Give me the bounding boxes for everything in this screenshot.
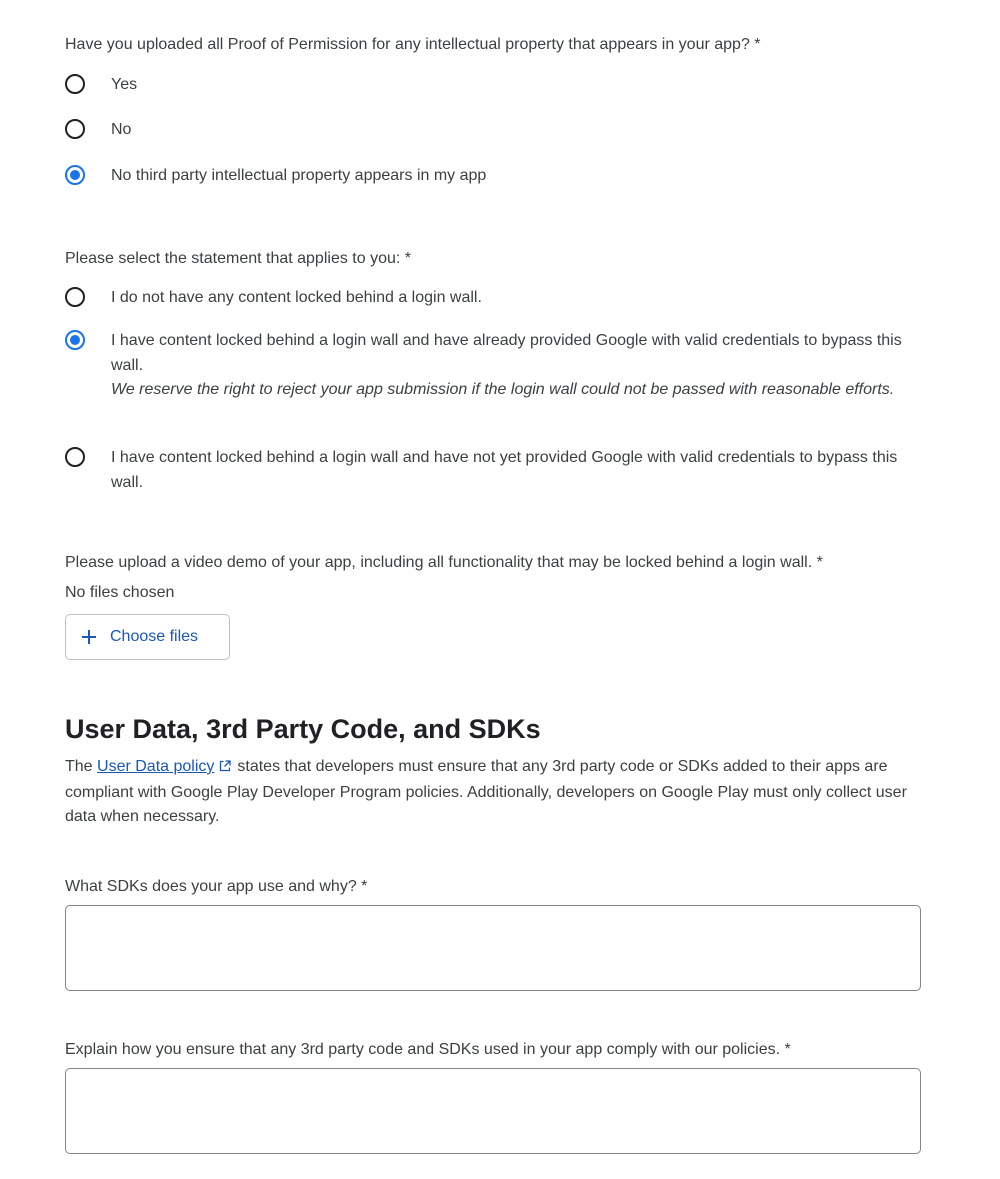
sdk-question-label: What SDKs does your app use and why? *	[65, 878, 368, 895]
login-option-provided-note: We reserve the right to reject your app submission if the login wall could not be passed with reasonable efforts.	[111, 381, 895, 398]
ip-question-label: Have you uploaded all Proof of Permission for any intellectual property that appears in your app? *	[65, 36, 761, 53]
login-option-none-label: I do not have any content locked behind a login wall.	[111, 289, 482, 306]
sdk-answer-field[interactable]	[65, 905, 921, 991]
ip-option-yes-label: Yes	[111, 76, 138, 93]
login-option-provided-text	[111, 329, 925, 403]
ip-option-none[interactable]	[65, 165, 925, 189]
ip-yes-radio[interactable]	[65, 74, 85, 94]
plus-icon	[82, 630, 96, 644]
login-question-label: Please select the statement that applies to you: *	[65, 250, 411, 267]
ip-option-no[interactable]	[65, 119, 925, 143]
para-after: states that developers must ensure that any 3rd party code or SDKs added to their apps are compliant with Google Play Developer Program policies. Additionally, developers on Google Play must only collect user data when necessary.	[65, 758, 907, 825]
user-data-policy-link[interactable]: User Data policy	[97, 758, 215, 775]
section-description	[65, 755, 915, 830]
login-not-provided-radio[interactable]	[65, 447, 85, 467]
login-option-provided[interactable]	[65, 330, 925, 403]
ip-option-no-label: No	[111, 121, 132, 138]
compliance-question-label: Explain how you ensure that any 3rd party code and SDKs used in your app comply with our policies. *	[65, 1041, 791, 1058]
ip-none-radio[interactable]	[65, 165, 85, 185]
file-status: No files chosen	[65, 584, 175, 601]
login-none-radio[interactable]	[65, 287, 85, 307]
ip-option-yes[interactable]	[65, 74, 925, 98]
compliance-answer-field[interactable]	[65, 1068, 921, 1154]
login-option-not-provided-label: I have content locked behind a login wall and have not yet provided Google with valid credentials to bypass this wall.	[111, 449, 898, 491]
choose-files-button[interactable]	[65, 614, 230, 660]
video-upload-label: Please upload a video demo of your app, including all functionality that may be locked behind a login wall. *	[65, 554, 823, 571]
ip-option-none-label: No third party intellectual property appears in my app	[111, 167, 487, 184]
section-heading: User Data, 3rd Party Code, and SDKs	[65, 714, 541, 744]
external-link-icon	[219, 756, 231, 781]
ip-no-radio[interactable]	[65, 119, 85, 139]
login-option-provided-label: I have content locked behind a login wall and have already provided Google with valid credentials to bypass this wall.	[111, 332, 902, 374]
choose-files-label: Choose files	[110, 628, 199, 645]
login-option-none[interactable]	[65, 287, 925, 311]
login-provided-radio[interactable]	[65, 330, 85, 350]
login-option-not-provided[interactable]	[65, 447, 925, 495]
para-before: The	[65, 758, 98, 775]
